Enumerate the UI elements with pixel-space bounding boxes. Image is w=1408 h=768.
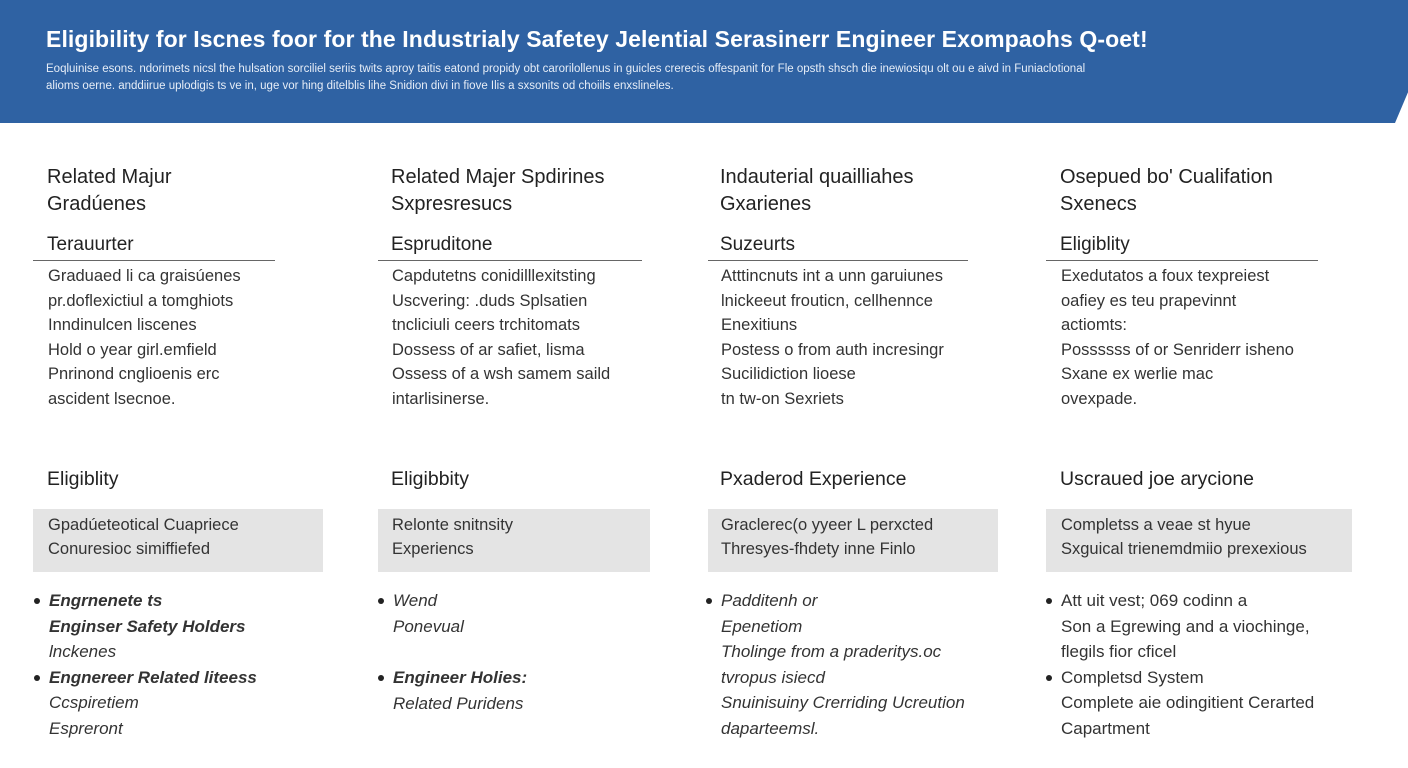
highlight-line: Relonte snitnsity — [392, 516, 514, 534]
bullet-item — [393, 691, 527, 717]
column-heading-line: Related Majer Spdirines — [391, 166, 605, 188]
bullet-item — [393, 588, 527, 639]
highlight-line: Completss a veae st hyue — [1061, 516, 1251, 534]
body-line: Hold o year girl.emfield — [48, 340, 217, 359]
column-body-text — [392, 264, 610, 412]
column-heading — [1060, 164, 1273, 218]
bullet-line: Epenetiom — [721, 616, 803, 636]
bullet-line: Engineer Holies: — [393, 668, 528, 687]
column-body-text — [48, 264, 241, 412]
bullet-line: flegils fior cficel — [1061, 642, 1177, 661]
bullet-line: Capartment — [1061, 718, 1150, 738]
body-line: Sucilidiction lioese — [721, 365, 856, 384]
column-heading-line: Indauterial quailliahes — [720, 166, 914, 188]
bullet-line: Engnereer Related liteess — [49, 667, 257, 687]
bullet-line: Completsd System — [1061, 667, 1204, 687]
highlight-line: Sxguical trienemdmiio prexexious — [1061, 540, 1307, 558]
body-line: Dossess of ar safiet, lisma — [392, 340, 585, 359]
bullet-dot-icon — [34, 675, 40, 681]
bullet-list — [721, 588, 965, 741]
highlight-line: Graclerec(o yyeer L perxcted — [721, 516, 934, 534]
bullet-dot-icon — [706, 598, 712, 604]
bullet-spacer — [393, 639, 527, 665]
body-line: Possssss of or Senriderr isheno — [1061, 340, 1294, 359]
column-subheading: Terauurter — [47, 234, 134, 255]
column-section-heading: Pxaderod Experience — [720, 468, 907, 490]
body-line: Atttincnuts int a unn garuiunes — [721, 267, 943, 285]
column-heading-line: Related Majur — [47, 166, 172, 188]
bullet-line: Enginser Safety Holders — [49, 616, 246, 636]
bullet-dot-icon — [34, 598, 40, 604]
bullet-line: Complete aie odingitient Cerarted — [1061, 693, 1315, 712]
body-line: Ossess of a wsh samem saild — [392, 365, 611, 384]
body-line: oafiey es teu prapevinnt — [1061, 291, 1237, 310]
highlight-line: Experiencs — [392, 540, 474, 558]
bullet-item — [393, 665, 527, 691]
body-line: Capdutetns conidilllexitsting — [392, 267, 596, 285]
column-heading-line: Sxenecs — [1060, 193, 1137, 215]
column-section-heading: Eligibbity — [391, 468, 470, 490]
highlight-box-text — [721, 513, 933, 561]
body-line: Exedutatos a foux texpreiest — [1061, 267, 1270, 285]
column-subheading: Suzeurts — [720, 234, 795, 255]
highlight-box-text — [392, 513, 513, 561]
column-heading-line: Osepued bo' Cualifation — [1060, 166, 1273, 188]
highlight-box-text — [1061, 513, 1307, 561]
header-subtitle-line-1: Eoqluinise esons. ndorimets nicsl the hulsation sorciliel seriis twits aproy taitis eatond propidy obt carorilollenus in guicles crerecis offespanit for Fle opsth shsch die inewiosiqu olt ou e aivd in Funiaclotional — [46, 63, 1086, 75]
column-body-text — [721, 264, 944, 412]
column-body-text — [1061, 264, 1294, 412]
bullet-line: Espreront — [49, 718, 123, 738]
body-line: Graduaed li ca graisúenes — [48, 267, 241, 285]
highlight-line: Thresyes-fhdety inne Finlo — [721, 540, 916, 558]
body-line: actiomts: — [1061, 316, 1128, 335]
bullet-dot-icon — [1046, 598, 1052, 604]
column-subheading: Eligiblity — [1060, 234, 1130, 255]
bullet-item — [1061, 665, 1314, 742]
bullet-line: Att uit vest; 069 codinn a — [1061, 591, 1248, 610]
bullet-line: Engrnenete ts — [49, 591, 163, 610]
column-heading-line: Gxarienes — [720, 193, 812, 215]
bullet-list — [1061, 588, 1314, 741]
body-line: lnickeeut frouticn, cellhennce — [721, 291, 933, 310]
bullet-list — [393, 588, 527, 716]
column-heading-line: Sxpresresucs — [391, 193, 513, 215]
highlight-box-text — [48, 513, 239, 561]
body-line: ascident lsecnoe. — [48, 389, 176, 408]
column-heading — [720, 164, 913, 218]
body-line: Enexitiuns — [721, 316, 798, 335]
bullet-line: Ccspiretiem — [49, 693, 139, 712]
column-heading — [391, 164, 604, 218]
bullet-dot-icon — [1046, 675, 1052, 681]
body-line: Uscvering: .duds Splsatien — [392, 291, 588, 310]
body-line: pr.doflexictiul a tomghiots — [48, 291, 234, 310]
bullet-item — [49, 588, 257, 639]
bullet-item — [721, 588, 965, 741]
bullet-item — [49, 665, 257, 691]
bullet-dot-icon — [378, 598, 384, 604]
body-line: ovexpade. — [1061, 389, 1138, 408]
column-divider — [708, 260, 968, 261]
column-subheading: Espruditone — [391, 234, 493, 255]
bullet-line: Son a Egrewing and a viochinge, — [1061, 616, 1310, 636]
column-divider — [33, 260, 275, 261]
column-heading — [47, 164, 172, 218]
bullet-item — [49, 639, 257, 665]
bullet-line: Wend — [393, 591, 438, 610]
column-divider — [1046, 260, 1318, 261]
column-section-heading: Uscraued joe arycione — [1060, 468, 1255, 490]
body-line: Pnrinond cnglioenis erc — [48, 365, 220, 384]
bullet-line: tvropus isiecd — [721, 667, 825, 687]
bullet-item — [49, 690, 257, 741]
bullet-line: Tholinge from a praderitys.oc — [721, 642, 942, 661]
column-heading-line: Gradúenes — [47, 193, 146, 215]
bullet-line: Padditenh or — [721, 591, 818, 610]
bullet-line: lnckenes — [49, 642, 117, 661]
body-line: intarlisinerse. — [392, 389, 490, 408]
column-section-heading: Eligiblity — [47, 468, 119, 490]
highlight-line: Gpadúeteotical Cuapriece — [48, 516, 239, 534]
bullet-line: daparteemsl. — [721, 718, 820, 738]
highlight-line: Conuresioc simiffiefed — [48, 540, 211, 558]
bullet-dot-icon — [378, 675, 384, 681]
bullet-list — [49, 588, 257, 741]
column-divider — [378, 260, 642, 261]
bullet-item — [1061, 588, 1314, 665]
bullet-line: Snuinisuiny Crerriding Ucreution — [721, 693, 965, 712]
body-line: tncliciuli ceers trchitomats — [392, 316, 580, 335]
header-subtitle-line-2: alioms oerne. anddiirue uplodigis ts ve in, uge vor hing ditelblis lihe Snidion divi in fiove Ilis a sxsonits od choiils enxslineles. — [46, 80, 674, 92]
body-line: Postess o from auth incresingr — [721, 340, 944, 359]
bullet-line: Ponevual — [393, 616, 464, 636]
body-line: Sxane ex werlie mac — [1061, 365, 1214, 384]
body-line: Inndinulcen liscenes — [48, 316, 197, 335]
body-line: tn tw-on Sexriets — [721, 389, 844, 408]
bullet-line: Related Puridens — [393, 693, 524, 713]
page-title: Eligibility for Iscnes foor for the Industrialy Safetey Jelential Serasinerr Engineer Exompaohs Q-oet! — [46, 26, 1148, 52]
